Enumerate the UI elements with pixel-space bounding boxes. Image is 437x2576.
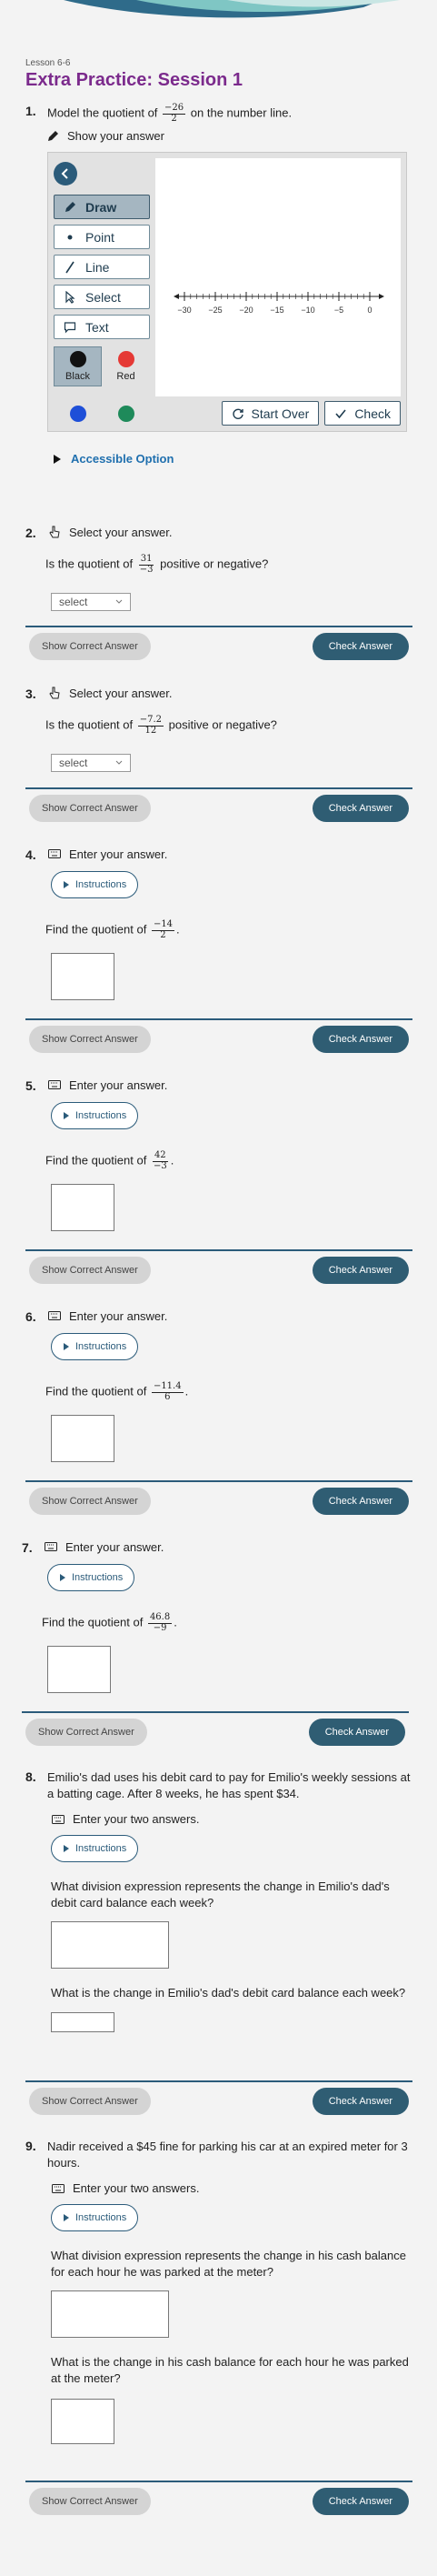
tool-line[interactable] [54, 255, 150, 279]
fraction [152, 920, 174, 940]
color-red[interactable] [102, 346, 150, 386]
question-text-before: Find the quotient of [45, 922, 147, 937]
start-over-button[interactable] [222, 401, 320, 426]
show-correct-answer-button[interactable]: Show Correct Answer [25, 1719, 147, 1746]
chevron-down-icon [115, 760, 123, 766]
question-text [45, 555, 416, 575]
fraction-denominator: 2 [171, 113, 177, 124]
answer-mode-label: Enter your answer. [69, 1078, 168, 1092]
question-header [25, 847, 416, 862]
triangle-right-icon [59, 1574, 66, 1581]
dot-icon [64, 231, 76, 244]
answer-bar [25, 1480, 412, 1520]
number-line-label: −10 [301, 306, 315, 315]
fraction-numerator: −14 [153, 919, 174, 929]
question-text-before: Find the quotient of [42, 1615, 144, 1629]
question-7 [22, 1540, 412, 1693]
tool-label: Draw [85, 199, 117, 215]
answer-bar [25, 626, 412, 666]
show-correct-answer-button[interactable]: Show Correct Answer [29, 633, 151, 660]
fraction [152, 1382, 184, 1402]
question-number: 4. [25, 847, 36, 862]
answer-input[interactable] [47, 1646, 111, 1693]
number-line-label: −15 [270, 306, 284, 315]
answer-mode [45, 129, 412, 143]
fraction [152, 1151, 169, 1171]
keyboard-icon [47, 847, 62, 860]
pencil-icon [45, 130, 60, 143]
question-text-after: . [184, 1384, 189, 1398]
part-b-question: What is the change in Emilio's dad's debit card balance each week? [51, 1986, 406, 2000]
tool-actions [222, 401, 401, 426]
color-swatch [70, 351, 86, 367]
tool-select[interactable] [54, 285, 150, 309]
answer-bar [22, 1711, 409, 1751]
fraction-numerator: 31 [140, 554, 153, 564]
question-text [45, 920, 416, 940]
tool-list [54, 195, 150, 345]
drawing-tool [47, 152, 407, 432]
triangle-right-icon [63, 881, 70, 888]
fraction [138, 716, 164, 736]
instructions-button[interactable] [47, 1564, 134, 1591]
show-correct-answer-button[interactable]: Show Correct Answer [29, 1257, 151, 1284]
question-text-after: . [176, 922, 180, 937]
tool-label: Point [85, 229, 114, 245]
check-label: Check [354, 406, 391, 421]
question-number: 3. [25, 687, 36, 701]
question-header [22, 1540, 412, 1555]
fraction-numerator: −26 [164, 103, 184, 113]
cursor-icon [64, 291, 76, 304]
refresh-icon [232, 407, 244, 420]
fraction-denominator: 2 [160, 929, 166, 940]
instructions-button[interactable] [51, 871, 138, 898]
question-1-header [25, 104, 412, 124]
select-value: select [59, 596, 88, 608]
tool-text[interactable] [54, 315, 150, 339]
answer-mode-label: Show your answer [67, 129, 164, 143]
tool-label: Text [85, 319, 109, 335]
number-line-label: −30 [177, 306, 192, 315]
check-answer-button[interactable]: Check Answer [313, 1026, 409, 1053]
answer-select[interactable] [51, 754, 131, 772]
check-answer-button[interactable]: Check Answer [309, 1719, 405, 1746]
question-1-text [47, 104, 292, 124]
question-text-before: Is the quotient of [45, 556, 134, 571]
answer-mode-label: Select your answer. [69, 687, 173, 700]
triangle-right-icon [63, 1343, 70, 1350]
question-number: 9. [25, 2139, 36, 2153]
line-icon [64, 261, 76, 274]
question-text [42, 1613, 412, 1633]
select-value: select [59, 757, 88, 769]
show-correct-answer-button[interactable]: Show Correct Answer [29, 2488, 151, 2515]
tool-label: Line [85, 259, 110, 275]
answer-input[interactable] [51, 953, 114, 1000]
question-header [25, 687, 416, 701]
question-number: 8. [25, 1769, 36, 1784]
fraction-denominator: −9 [153, 1622, 167, 1633]
part-b-question: What is the change in his cash balance for each hour he was parked at the meter? [51, 2355, 409, 2385]
question-text-after: positive or negative? [168, 717, 277, 732]
instructions-label: Instructions [72, 1572, 124, 1583]
color-label: Red [116, 371, 135, 382]
checkmark-icon [334, 407, 347, 420]
answer-select[interactable] [51, 593, 131, 611]
instructions-label: Instructions [75, 1843, 127, 1855]
answer-input[interactable] [51, 1184, 114, 1231]
question-header [25, 1078, 416, 1093]
fraction-denominator: 12 [144, 725, 157, 736]
question-text: Emilio's dad uses his debit card to pay for Emilio's weekly sessions at a batting cage. After 8 weeks, he has spent $34. [47, 1770, 411, 1800]
fraction-numerator: −7.2 [139, 715, 163, 725]
keyboard-icon [51, 2182, 65, 2195]
answer-mode-label: Enter your answer. [69, 847, 168, 861]
keyboard-icon [47, 1078, 62, 1091]
chevron-left-icon [60, 168, 71, 179]
drawing-canvas[interactable] [155, 158, 401, 396]
question-text-after: . [174, 1615, 177, 1629]
question-text [45, 1382, 416, 1402]
back-button[interactable] [54, 162, 77, 185]
fraction [138, 555, 155, 575]
triangle-right-icon [63, 1845, 70, 1852]
instructions-label: Instructions [75, 1341, 127, 1352]
question-text-before: Is the quotient of [45, 717, 134, 732]
answer-mode-label: Enter your two answers. [73, 1812, 200, 1827]
fraction-denominator: 6 [164, 1391, 171, 1402]
question-text-after: positive or negative? [160, 556, 269, 571]
color-blue[interactable] [54, 394, 102, 434]
question-text [45, 1151, 416, 1171]
question-number: 1. [25, 104, 36, 118]
instructions-label: Instructions [75, 1110, 127, 1121]
question-text: on the number line. [190, 105, 293, 120]
question-text-before: Find the quotient of [45, 1384, 147, 1398]
question-text: Nadir received a $45 fine for parking his car at an expired meter for 3 hours. [47, 2140, 408, 2170]
fraction-numerator: 42 [154, 1150, 166, 1160]
chevron-down-icon [115, 599, 123, 605]
keyboard-icon [44, 1540, 58, 1553]
accessible-option-label: Accessible Option [71, 452, 174, 466]
question-number: 2. [25, 526, 36, 540]
keyboard-icon [51, 1813, 65, 1826]
question-3 [25, 687, 416, 772]
question-text: Model the quotient of [47, 105, 158, 120]
fraction-numerator: 46.8 [149, 1612, 171, 1622]
instructions-button[interactable] [51, 1333, 138, 1360]
color-palette [54, 346, 150, 434]
fraction [163, 104, 185, 124]
answer-bar [25, 2080, 412, 2120]
triangle-right-icon [63, 1112, 70, 1119]
tool-point[interactable] [54, 225, 150, 249]
check-answer-button[interactable]: Check Answer [313, 795, 409, 822]
answer-mode-label: Enter your answer. [65, 1540, 164, 1554]
question-header [25, 526, 416, 540]
question-number: 6. [25, 1309, 36, 1324]
show-correct-answer-button[interactable]: Show Correct Answer [29, 1026, 151, 1053]
accessible-option-toggle[interactable] [53, 452, 412, 466]
instructions-button[interactable] [51, 2204, 138, 2231]
instructions-button[interactable] [51, 1102, 138, 1129]
fraction-denominator: −3 [153, 1160, 167, 1171]
show-correct-answer-button[interactable]: Show Correct Answer [29, 2088, 151, 2115]
answer-bar [25, 2481, 412, 2521]
pencil-icon [64, 201, 76, 214]
page-title: Extra Practice: Session 1 [25, 70, 243, 90]
question-text-after: . [170, 1153, 174, 1168]
color-black[interactable] [54, 346, 102, 386]
question-5 [25, 1078, 416, 1231]
color-label: Black [65, 371, 90, 382]
answer-bar [25, 787, 412, 827]
question-header [25, 2139, 416, 2170]
triangle-right-icon [53, 455, 62, 464]
check-answer-button[interactable]: Check Answer [313, 2088, 409, 2115]
check-button[interactable] [324, 401, 401, 426]
answer-mode [51, 2181, 416, 2195]
fraction [148, 1613, 172, 1633]
question-text-before: Find the quotient of [45, 1153, 147, 1168]
color-green[interactable] [102, 394, 150, 434]
answer-mode-label: Select your answer. [69, 526, 173, 539]
number-line-label: −25 [208, 306, 223, 315]
part-a-answer-input[interactable] [51, 1921, 169, 1969]
part-b-answer-input[interactable] [51, 2399, 114, 2444]
show-correct-answer-button[interactable]: Show Correct Answer [29, 1488, 151, 1515]
question-header [25, 1769, 416, 1801]
hand-pointer-icon [47, 687, 62, 699]
answer-mode [51, 1812, 416, 1826]
number-line-label: 0 [367, 306, 372, 315]
tool-label: Select [85, 289, 121, 305]
part-a-question: What division expression represents the change in Emilio's dad's debit card balance each week? [51, 1879, 390, 1909]
question-2 [25, 526, 416, 611]
question-number: 5. [25, 1078, 36, 1093]
question-4 [25, 847, 416, 1000]
keyboard-icon [47, 1309, 62, 1322]
instructions-button[interactable] [51, 1835, 138, 1862]
color-swatch [118, 406, 134, 422]
check-answer-button[interactable]: Check Answer [313, 2488, 409, 2515]
part-a-question: What division expression represents the change in his cash balance for each hour he was parked at the meter? [51, 2249, 406, 2279]
part-b-answer-input[interactable] [51, 2012, 114, 2032]
question-number: 7. [22, 1540, 33, 1555]
answer-bar [25, 1249, 412, 1289]
question-header [25, 1309, 416, 1324]
answer-mode-label: Enter your answer. [69, 1309, 168, 1323]
tool-draw[interactable] [54, 195, 150, 219]
color-swatch [118, 351, 134, 367]
answer-bar [25, 1018, 412, 1058]
answer-mode-label: Enter your two answers. [73, 2181, 200, 2196]
hand-pointer-icon [47, 526, 62, 538]
show-correct-answer-button[interactable]: Show Correct Answer [29, 795, 151, 822]
answer-input[interactable] [51, 1415, 114, 1462]
start-over-label: Start Over [251, 406, 310, 421]
lesson-label: Lesson 6-6 [25, 58, 71, 68]
color-swatch [70, 406, 86, 422]
question-9 [25, 2139, 416, 2444]
number-line-label: −20 [239, 306, 253, 315]
check-answer-button[interactable]: Check Answer [313, 1488, 409, 1515]
check-answer-button[interactable]: Check Answer [313, 633, 409, 660]
number-line-label: −5 [333, 306, 344, 315]
triangle-right-icon [63, 2214, 70, 2221]
fraction-numerator: −11.4 [153, 1381, 182, 1391]
question-text [45, 716, 416, 736]
question-6 [25, 1309, 416, 1462]
question-8 [25, 1769, 416, 2032]
number-line [155, 158, 401, 396]
fraction-denominator: −3 [139, 564, 154, 575]
instructions-label: Instructions [75, 879, 127, 890]
instructions-label: Instructions [75, 2212, 127, 2224]
check-answer-button[interactable]: Check Answer [313, 1257, 409, 1284]
part-a-answer-input[interactable] [51, 2290, 169, 2338]
speech-bubble-icon [64, 321, 76, 334]
